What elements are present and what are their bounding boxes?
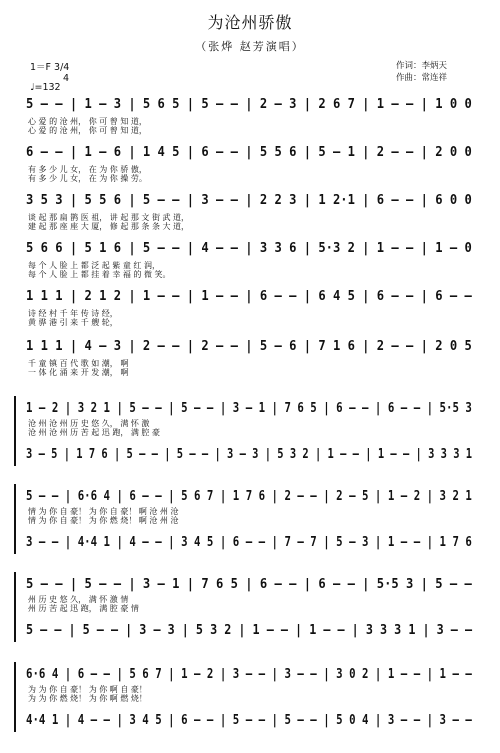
system-bracket (14, 662, 16, 732)
subtitle: （张烨 赵芳演唱） (195, 40, 305, 53)
key-signature (30, 62, 69, 84)
score-row (26, 288, 470, 328)
upper-lyric-line: 州 历 史 悠 久， 满 怀 激 情 (28, 595, 129, 604)
upper-lyric-line: 情 为 你 自 豪！ 为 你 自 豪！ 啊 沧 州 沧 (28, 507, 179, 516)
lyric-line: 有 多 少 儿 女， 在 为 你 操 劳。 (28, 174, 147, 183)
lyric-line: 谈 起 那 扁 鹊 医 祖， 讲 起 那 文 街 武 道， (28, 213, 190, 222)
score-row (26, 192, 470, 232)
lyric-line: 有 多 少 儿 女， 在 为 你 骄 傲， (28, 165, 147, 174)
lyric-line: 诗 经 村 千 年 传 诗 经， (28, 309, 118, 318)
score-row (26, 240, 470, 280)
lyric-line: 建 起 那 座 座 大 厦， 修 起 那 条 条 大 道， (28, 222, 190, 231)
upper-lyric-line: 沧 州 沧 州 历 苦 起 迅 跑， 满 腔 豪 (28, 428, 160, 437)
upper-voice-notes: 1 – 2 | 3 2 1 | 5 – – | 5 – – | 3 – 1 | 7 6 5 | 6 – – | 6 – – | 5·5 3 (26, 400, 472, 416)
key-line-1: 1＝F 3/4 (30, 62, 70, 73)
lyricist-credit: 作词：李炳天 (396, 61, 448, 71)
duet-system (26, 662, 470, 734)
lyric-line: 一 体 化 涌 来 开 发 潮， 啊 (28, 368, 129, 377)
lower-voice-notes: 4·4 1 | 4 – – | 3 4 5 | 6 – – | 5 – – | 5 – – | 5 0 4 | 3 – – | 3 – – (26, 712, 472, 728)
lyric-line: 心 爱 的 沧 州， 你 可 曾 知 道， (28, 126, 147, 135)
upper-lyric-line: 为 为 你 自 豪！ 为 你 啊 自 豪！ (28, 685, 147, 694)
credits (396, 60, 447, 84)
notes-line: 1 1 1 | 2 1 2 | 1 – – | 1 – – | 6 – – | 6 4 5 | 6 – – | 6 – – (26, 288, 472, 304)
duet-system (26, 484, 470, 556)
notes-line: 6 – – | 1 – 6 | 1 4 5 | 6 – – | 5 5 6 | 5 – 1 | 2 – – | 2 0 0 (26, 144, 472, 160)
upper-lyric-line: 为 为 你 燃 烧！ 为 你 啊 燃 烧！ (28, 694, 147, 703)
system-bracket (14, 484, 16, 554)
lower-voice-notes: 5 – – | 5 – – | 3 – 3 | 5 3 2 | 1 – – | 1 – – | 3 3 3 1 | 3 – – (26, 622, 473, 638)
duet-system (26, 396, 473, 468)
lyric-line: 千 童 镇 百 代 歌 如 潮， 啊 (28, 359, 129, 368)
notes-line: 1 1 1 | 4 – 3 | 2 – – | 2 – – | 5 – 6 | 7 1 6 | 2 – – | 2 0 5 (26, 338, 472, 354)
notes-line: 3 5 3 | 5 5 6 | 5 – – | 3 – – | 2 2 3 | 1 2·1 | 6 – – | 6 0 0 (26, 192, 472, 208)
upper-voice-notes: 5 – – | 5 – – | 3 – 1 | 7 6 5 | 6 – – | 6 – – | 5·5 3 | 5 – – (26, 576, 472, 592)
score-row (26, 96, 470, 136)
lyric-line: 黄 骅 港 引 来 千 艘 轮， (28, 318, 118, 327)
score-row (26, 144, 470, 184)
lower-voice-notes: 3 – 5 | 1 7 6 | 5 – – | 5 – – | 3 – 3 | 5 3 2 | 1 – – | 1 – – | 3 3 3 1 (26, 446, 473, 462)
upper-lyric-line: 州 历 苦 起 迅 跑， 满 腔 豪 情 (28, 604, 139, 613)
composer-credit: 作曲：常连祥 (396, 73, 448, 83)
system-bracket (14, 396, 16, 466)
notes-line: 5 6 6 | 5 1 6 | 5 – – | 4 – – | 3 3 6 | 5·3 2 | 1 – – | 1 – 0 (26, 240, 472, 256)
upper-lyric-line: 沧 州 沧 州 历 史 悠 久， 满 怀 激 (28, 419, 150, 428)
upper-voice-notes: 5 – – | 6·6 4 | 6 – – | 5 6 7 | 1 7 6 | 2 – – | 2 – 5 | 1 – 2 | 3 2 1 (26, 488, 472, 504)
upper-lyric-line: 情 为 你 自 豪！ 为 你 燃 烧！ 啊 沧 州 沧 (28, 516, 179, 525)
system-bracket (14, 572, 16, 642)
notes-line: 5 – – | 1 – 3 | 5 6 5 | 5 – – | 2 – 3 | 2 6 7 | 1 – – | 1 0 0 (26, 96, 472, 112)
page-title: 为沧州骄傲 (207, 13, 293, 32)
duet-system (26, 572, 473, 644)
key-line-2: 4 (63, 73, 70, 84)
lower-voice-notes: 3 – – | 4·4 1 | 4 – – | 3 4 5 | 6 – – | 7 – 7 | 5 – 3 | 1 – – | 1 7 6 (26, 534, 472, 550)
lyric-line: 心 爱 的 沧 州， 你 可 曾 知 道， (28, 117, 147, 126)
lyric-line: 每 个 人 脸 上 都 挂 着 幸 福 的 微 笑。 (28, 270, 171, 279)
tempo-marking: ♩=132 (30, 82, 61, 93)
upper-voice-notes: 6·6 4 | 6 – – | 5 6 7 | 1 – 2 | 3 – – | 3 – – | 3 0 2 | 1 – – | 1 – – (26, 666, 472, 682)
lyric-line: 每 个 人 脸 上 都 泛 起 紫 童 红 润， (28, 261, 160, 270)
score-row (26, 338, 470, 378)
